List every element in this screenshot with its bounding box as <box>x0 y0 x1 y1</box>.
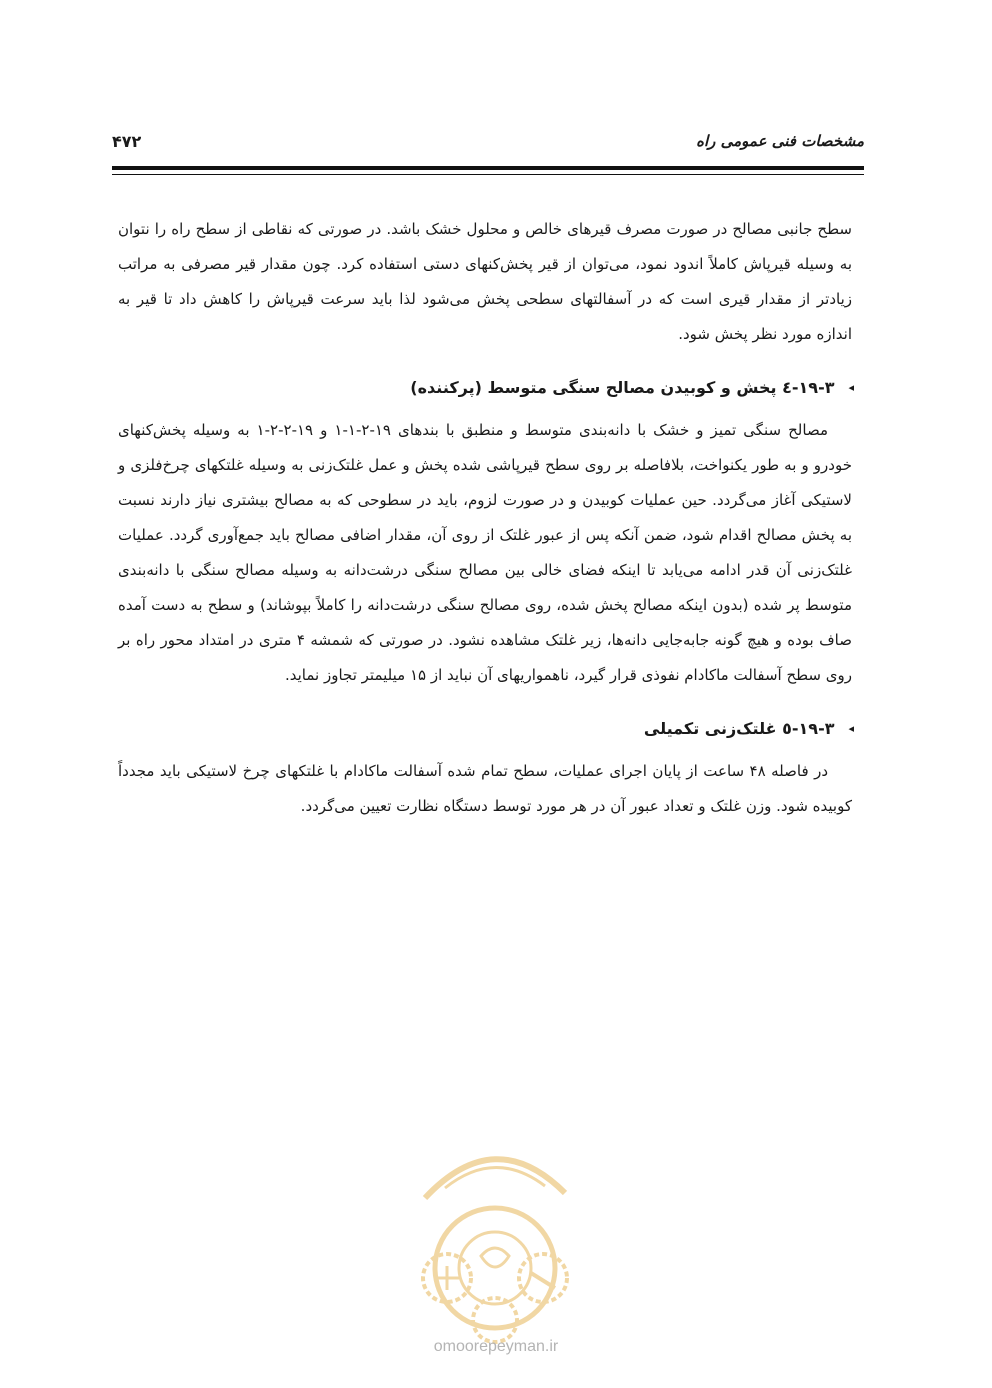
section-5-paragraph: در فاصله ۴۸ ساعت از پایان اجرای عملیات، سطح تمام شده آسفالت ماکادام با غلتکهای چرخ لاستیکی باید مجدداً کوبیده شود. وزن غلتک و تعداد عبور آن در هر مورد توسط دستگاه نظارت تعیین می‌گردد. <box>118 762 852 815</box>
running-title: مشخصات فنی عمومی راه <box>696 132 864 150</box>
section-heading <box>118 711 852 747</box>
section-4-title: ۱۹-۳-٤ پخش و کوبیدن مصالح سنگی متوسط (پرکننده) <box>410 378 835 397</box>
header-rule-thin <box>112 174 864 175</box>
page-number: ۴۷۲ <box>112 132 142 151</box>
header-rule-thick <box>112 166 864 170</box>
page-content <box>118 212 852 824</box>
intro-paragraph: سطح جانبی مصالح در صورت مصرف قیرهای خالص و محلول خشک باشد. در صورتی که نقاطی از سطح راه را نتوان به وسیله قیرپاش کاملاً اندود نمود، می‌توان از قیر پخش‌کنهای دستی استفاده کرد. چون مقدار قیر مصرفی به مراتب زیادتر از مقدار قیری است که در آسفالتهای سطحی پخش می‌شود لذا باید سرعت قیرپاش را کاهش داد تا قیر به اندازه مورد نظر پخش شود. <box>118 220 852 343</box>
watermark-site: omoorepeyman.ir <box>433 1338 559 1355</box>
section-4-paragraph: مصالح سنگی تمیز و خشک با دانه‌بندی متوسط و منطبق با بندهای ۱۹-۲-۱-۱ و ۱۹-۲-۲-۱ به وسیله پخش‌کنهای خودرو و به طور یکنواخت، بلافاصله بر روی سطح قیرپاشی شده پخش و عمل غلتک‌زنی به وسیله غلتکهای چرخ‌فلزی و لاستیکی آغاز می‌گردد. حین عملیات کوبیدن و در صورت لزوم، باید در سطوحی که به مصالح بیشتری نیاز دارند نسبت به پخش مصالح اقدام شود، ضمن آنکه پس از عبور غلتک از روی آن، مقدار اضافی مصالح باید جمع‌آوری گردد. عملیات غلتک‌زنی آن قدر ادامه می‌یابد تا اینکه فضای خالی بین مصالح سنگی درشت‌دانه به وسیله مصالح سنگی با دانه‌بندی متوسط پر شده (بدون اینکه مصالح پخش شده، روی مصالح سنگی درشت‌دانه را کاملاً بپوشاند) و سطح به دست آمده صاف بوده و هیچ گونه جابه‌جایی دانه‌ها، زیر غلتک مشاهده نشود. در صورتی که شمشه ۴ متری در امتداد محور راه بر روی سطح آسفالت ماکادام نفوذی قرار گیرد، ناهمواریهای آن نباید از ۱۵ میلیمتر تجاوز نماید. <box>118 421 852 684</box>
bullet-icon: ◂ <box>848 381 854 394</box>
section-heading <box>118 370 852 406</box>
watermark-logo <box>385 1128 605 1358</box>
page-header <box>112 128 864 158</box>
section-5-title: ۱۹-۳-٥ غلتک‌زنی تکمیلی <box>643 719 835 738</box>
bullet-icon: ◂ <box>848 722 854 735</box>
